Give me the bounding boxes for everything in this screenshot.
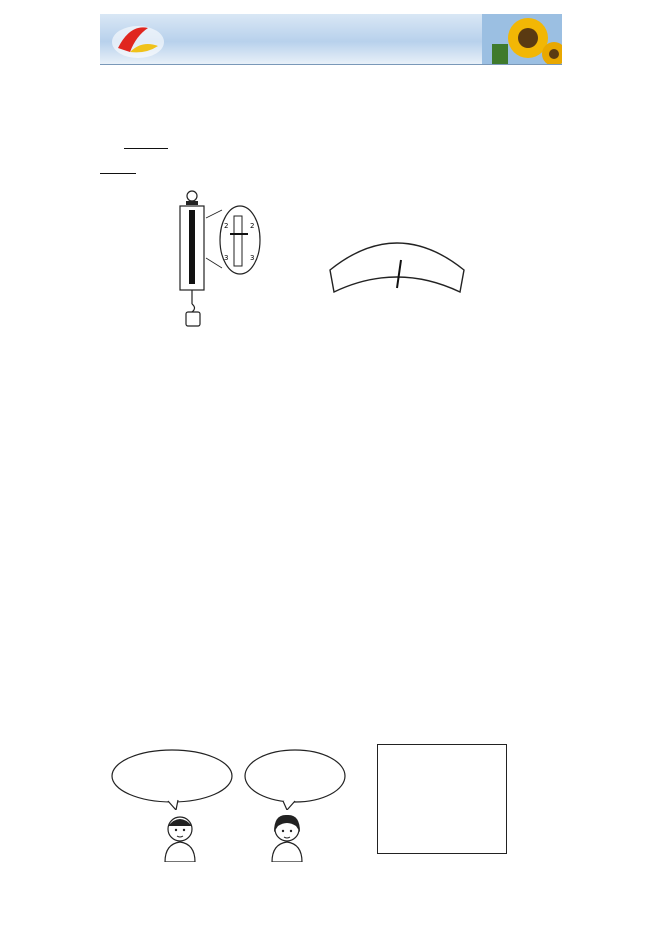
spring-scale-figure (170, 188, 270, 338)
sunflower-image (482, 14, 562, 64)
definition-note-box (377, 744, 507, 854)
comment-line1 (104, 497, 111, 519)
svg-text:3: 3 (224, 254, 229, 262)
girl-li-icon (262, 812, 312, 862)
ammeter-needle (397, 260, 401, 288)
svg-text:2: 2 (224, 222, 229, 230)
ammeter-figure (322, 222, 472, 340)
site-logo (108, 18, 168, 62)
answer-blank-2 (100, 162, 136, 174)
speech-bubble-li-shape (243, 748, 347, 810)
boy-ming-icon (155, 812, 205, 862)
svg-text:3: 3 (250, 254, 255, 262)
q19-line1 (124, 134, 168, 156)
solution-line1 (118, 395, 129, 417)
answer-line (118, 471, 133, 493)
svg-text:2: 2 (250, 222, 255, 230)
q19-line2 (100, 159, 136, 181)
site-banner (100, 14, 562, 65)
speech-bubble-ming-shape (110, 748, 234, 810)
answer-blank-1 (124, 137, 168, 149)
